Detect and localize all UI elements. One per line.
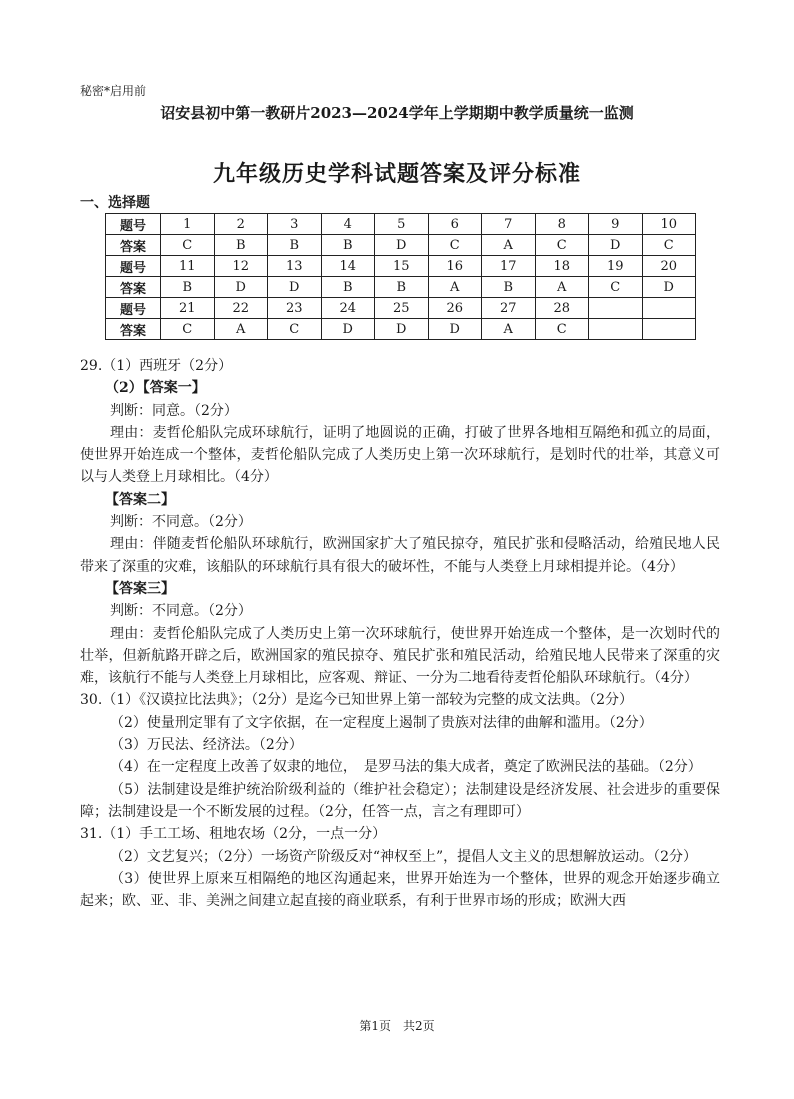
q29-answer1-reason: 理由：麦哲伦船队完成环球航行，证明了地圆说的正确，打破了世界各地相互隔绝和孤立的局面，使世界开始连成一个整体，麦哲伦船队完成了人类历史上第一次环球航行，是划时代的壮举，其意义可以与人类登上月球相比。（4分）: [80, 424, 720, 486]
answer-row: [106, 235, 696, 256]
section-heading-choice: 一、选择题: [80, 195, 150, 211]
answer-cell: A: [214, 319, 268, 340]
answer-row-label: 答案: [106, 235, 161, 256]
question-number-row: [106, 298, 696, 319]
question-number-cell: 10: [642, 214, 696, 235]
page-title: 九年级历史学科试题答案及评分标准: [212, 161, 581, 187]
answer-cell: C: [161, 235, 215, 256]
question-number-cell: [642, 298, 696, 319]
question-number-cell: 9: [589, 214, 643, 235]
answer-cell: A: [482, 319, 536, 340]
answer-cell: B: [375, 277, 429, 298]
answer-cell: C: [642, 235, 696, 256]
q29-part2-answer1-heading: （2）【答案一】: [105, 380, 206, 397]
question-number-cell: 16: [428, 256, 482, 277]
q29-answer3-judgement: 判断：不同意。（2分）: [110, 603, 252, 620]
answer-cell: B: [214, 235, 268, 256]
q29-answer2-heading: 【答案二】: [105, 491, 175, 508]
question-number-cell: 2: [214, 214, 268, 235]
question-number-cell: 5: [375, 214, 429, 235]
answer-cell: C: [268, 319, 322, 340]
answer-cell: B: [161, 277, 215, 298]
question-number-cell: 25: [375, 298, 429, 319]
answer-cell: C: [428, 235, 482, 256]
question-number-cell: 12: [214, 256, 268, 277]
answer-row: [106, 319, 696, 340]
answer-table: [105, 213, 696, 340]
question-number-cell: 1: [161, 214, 215, 235]
question-number-cell: 13: [268, 256, 322, 277]
answer-cell: B: [321, 277, 375, 298]
answer-cell: A: [428, 277, 482, 298]
q31-part3: （3）使世界上原来互相隔绝的地区沟通起来，世界开始连为一个整体，世界的观念开始逐步确立起来；欧、亚、非、美洲之间建立起直接的商业联系，有利于世界市场的形成；欧洲大西: [80, 870, 720, 910]
answer-cell: A: [535, 277, 589, 298]
answers-body: [80, 355, 720, 912]
answer-cell: C: [589, 277, 643, 298]
q29-answer2-judgement: 判断：不同意。（2分）: [110, 514, 252, 531]
question-number-cell: 14: [321, 256, 375, 277]
answer-row-label: 答案: [106, 277, 161, 298]
answer-cell: D: [214, 277, 268, 298]
question-number-cell: 23: [268, 298, 322, 319]
question-number-cell: 4: [321, 214, 375, 235]
question-number-cell: 3: [268, 214, 322, 235]
answer-cell: D: [375, 319, 429, 340]
question-number-cell: 27: [482, 298, 536, 319]
question-number-cell: 28: [535, 298, 589, 319]
q31-part1: 31.（1）手工工场、租地农场（2分，一点一分）: [80, 826, 387, 843]
q30-part2: （2）使量刑定罪有了文字依据，在一定程度上遏制了贵族对法律的曲解和滥用。（2分）: [110, 714, 653, 731]
q29-answer3-heading: 【答案三】: [105, 580, 175, 597]
question-number-cell: 19: [589, 256, 643, 277]
answer-cell: D: [321, 319, 375, 340]
question-number-row-label: 题号: [106, 298, 161, 319]
question-number-cell: 20: [642, 256, 696, 277]
question-number-cell: 21: [161, 298, 215, 319]
answer-cell: B: [482, 277, 536, 298]
answer-cell: D: [375, 235, 429, 256]
answer-cell: D: [428, 319, 482, 340]
question-number-cell: 7: [482, 214, 536, 235]
answer-cell: [642, 319, 696, 340]
question-number-row: [106, 256, 696, 277]
question-number-cell: 11: [161, 256, 215, 277]
question-number-cell: 15: [375, 256, 429, 277]
answer-cell: C: [535, 319, 589, 340]
answer-cell: C: [161, 319, 215, 340]
q30-part3: （3）万民法、经济法。（2分）: [110, 737, 303, 754]
answer-row: [106, 277, 696, 298]
q29-answer2-reason: 理由：伴随麦哲伦船队环球航行，欧洲国家扩大了殖民掠夺，殖民扩张和侵略活动，给殖民地人民带来了深重的灾难，该船队的环球航行具有很大的破坏性，不能与人类登上月球相提并论。（4分）: [80, 536, 720, 575]
q30-part1: 30.（1）《汉谟拉比法典》；（2分）是迄今已知世界上第一部较为完整的成文法典。（2分）: [80, 692, 633, 709]
answer-cell: A: [482, 235, 536, 256]
confidential-mark: 秘密*启用前: [80, 84, 147, 98]
answer-cell: D: [642, 277, 696, 298]
answer-cell: D: [589, 235, 643, 256]
answer-row-label: 答案: [106, 319, 161, 340]
question-number-cell: 26: [428, 298, 482, 319]
question-number-row: [106, 214, 696, 235]
answer-cell: D: [268, 277, 322, 298]
question-number-row-label: 题号: [106, 214, 161, 235]
answer-cell: C: [535, 235, 589, 256]
question-number-row-label: 题号: [106, 256, 161, 277]
question-number-cell: 24: [321, 298, 375, 319]
answer-cell: [589, 319, 643, 340]
q30-part5: （5）法制建设是维护统治阶级利益的（维护社会稳定）；法制建设是经济发展、社会进步的重要保障；法制建设是一个不断发展的过程。（2分，任答一点，言之有理即可）: [80, 781, 720, 820]
exam-school-line: 诏安县初中第一教研片2023—2024学年上学期期中教学质量统一监测: [160, 104, 634, 122]
question-number-cell: 17: [482, 256, 536, 277]
question-number-cell: [589, 298, 643, 319]
question-number-cell: 6: [428, 214, 482, 235]
answer-cell: B: [268, 235, 322, 256]
question-number-cell: 8: [535, 214, 589, 235]
q29-part1: 29.（1）西班牙（2分）: [80, 358, 233, 374]
page-footer: 第1页 共2页: [359, 1019, 435, 1033]
q31-part2: （2）文艺复兴；（2分）一场资产阶级反对“神权至上”，提倡人文主义的思想解放运动。（2分）: [110, 848, 698, 865]
q29-answer3-reason: 理由：麦哲伦船队完成了人类历史上第一次环球航行，使世界开始连成一个整体，是一次划时代的壮举，但新航路开辟之后，欧洲国家的殖民掠夺、殖民扩张和殖民活动，给殖民地人民带来了深重的灾难，该航行不能与人类登上月球相比，应客观、辩证、一分为二地看待麦哲伦船队环球航行。（4分）: [80, 625, 720, 687]
question-number-cell: 18: [535, 256, 589, 277]
q29-answer1-judgement: 判断：同意。（2分）: [110, 402, 238, 419]
answer-cell: B: [321, 235, 375, 256]
question-number-cell: 22: [214, 298, 268, 319]
q30-part4: （4）在一定程度上改善了奴隶的地位， 是罗马法的集大成者，奠定了欧洲民法的基础。（2分）: [110, 759, 702, 776]
